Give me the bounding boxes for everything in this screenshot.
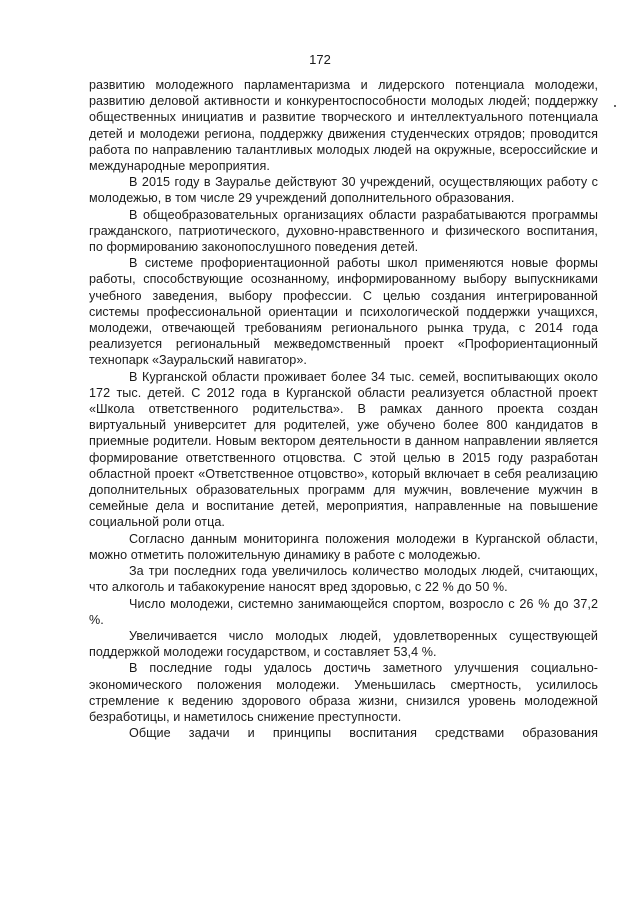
paragraph-4: В системе профориентационной работы школ применяются новые формы работы, способствующие осознанному, информированному выбору выпускниками учебного заведения, выбору профессии. С целью создания интегрированной системы профессиональной ориентации и психологической поддержки учащихся, молодежи, отвечающей требованиям регионального рынка труда, с 2014 года реализуется региональный межведомственный проект «Профориентационный технопарк «Зауральский навигатор». <box>89 256 598 368</box>
paragraph-10: В последние годы удалось достичь заметного улучшения социально-экономического положения молодежи. Уменьшилась смертность, усилилось стремление к ведению здорового образа жизни, снизился уровень молодежной безработицы, и наметилось снижение преступности. <box>89 661 598 724</box>
paragraph-11: Общие задачи и принципы воспитания средствами образования <box>129 726 598 741</box>
paragraph-6: Согласно данным мониторинга положения молодежи в Курганской области, можно отметить положительную динамику в работе с молодежью. <box>89 531 598 562</box>
paragraph-9: Увеличивается число молодых людей, удовлетворенных существующей поддержкой молодежи государством, и составляет 53,4 %. <box>89 628 598 660</box>
paragraph-3: В общеобразовательных организациях области разрабатываются программы гражданского, патриотического, духовно-нравственного и физического воспитания, по формированию законопослушного поведения детей. <box>89 207 598 255</box>
paragraph-8: Число молодежи, системно занимающейся спортом, возросло с 26 % до 37,2 %. <box>89 596 598 627</box>
side-mark <box>614 105 616 107</box>
paragraph-5: В Курганской области проживает более 34 тыс. семей, воспитывающих около 172 тыс. детей. С 2012 года в Курганской области реализуется областной проект «Школа ответственного родительства». В рамках данного проекта создан виртуальный университет для родителей, уже обучено более 800 кандидатов в приемные родители. Новым вектором деятельности в данном направлении является формирование ответственного отцовства. С этой целью в 2015 году разработан областной проект «Ответственное отцовство», который включает в себя реализацию дополнительных образовательных программ для мужчин, вовлечение мужчин в семейные дела и воспитание детей, мероприятия, направленные на повышение социальной роли отца. <box>89 369 598 530</box>
text-body <box>89 77 598 741</box>
page-number: 172 <box>309 52 331 67</box>
paragraph-1: развитию молодежного парламентаризма и лидерского потенциала молодежи, развитию деловой активности и конкурентоспособности молодых людей; поддержку общественных инициатив и развитие творческого и интеллектуального потенциала детей и молодежи региона, поддержку движения студенческих отрядов; проводится работа по направлению талантливых молодых людей на окружные, всероссийские и международные мероприятия. <box>89 78 598 174</box>
paragraph-7: За три последних года увеличилось количество молодых людей, считающих, что алкоголь и табакокурение наносят вред здоровью, с 22 % до 50 %. <box>89 564 598 595</box>
paragraph-2: В 2015 году в Зауралье действуют 30 учреждений, осуществляющих работу с молодежью, в том числе 29 учреждений дополнительного образования. <box>89 175 598 206</box>
